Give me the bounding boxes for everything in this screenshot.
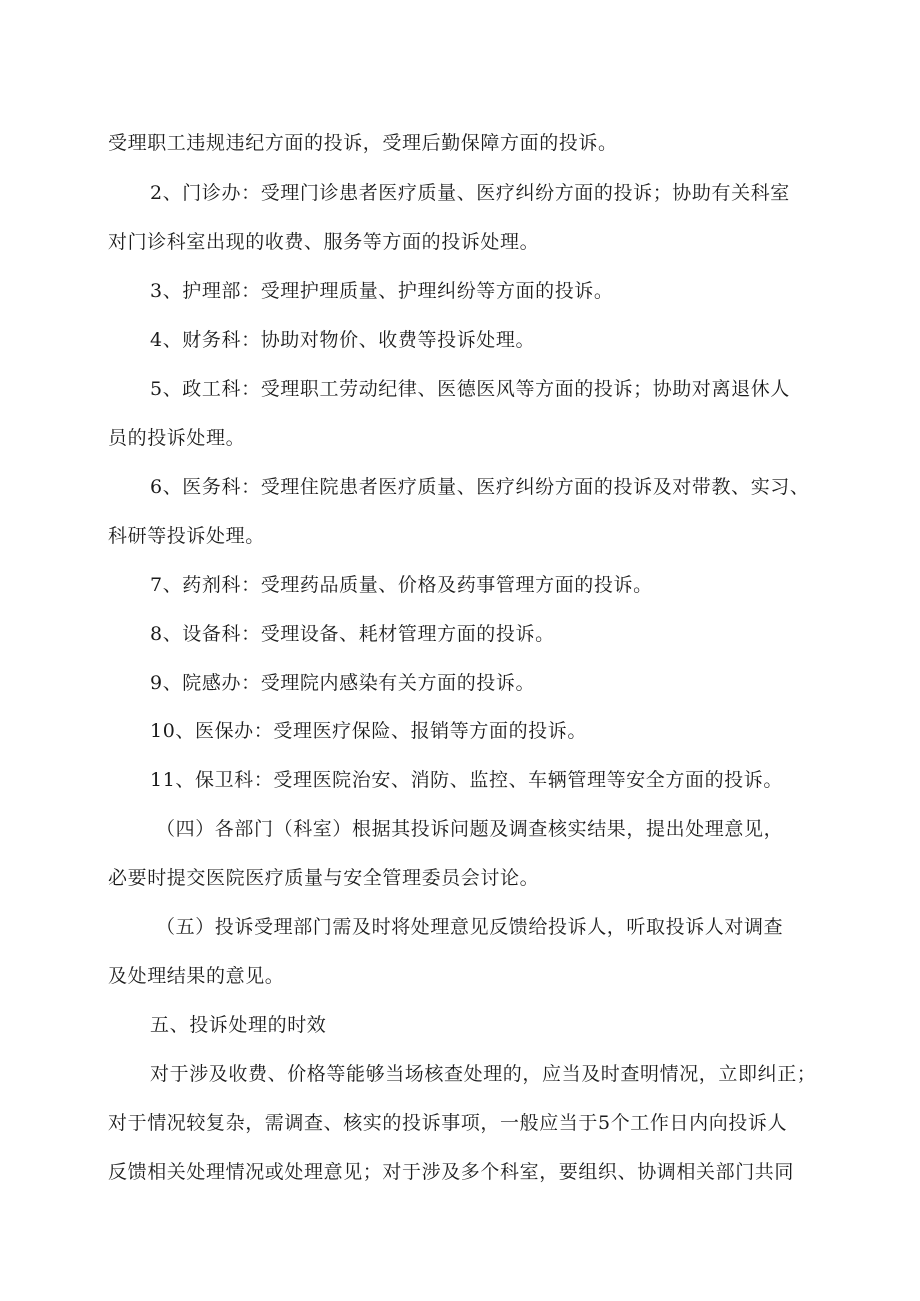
text-line: 6、医务科：受理住院患者医疗质量、医疗纠纷方面的投诉及对带教、实习、 xyxy=(150,476,810,498)
text-line: 受理职工违规违纪方面的投诉，受理后勤保障方面的投诉。 xyxy=(108,132,618,154)
text-line: 科研等投诉处理。 xyxy=(108,525,265,547)
text-line: 10、医保办：受理医疗保险、报销等方面的投诉。 xyxy=(150,720,587,742)
text-line: 及处理结果的意见。 xyxy=(108,965,285,987)
text-line: 3、护理部：受理护理质量、护理纠纷等方面的投诉。 xyxy=(150,280,614,302)
text-line: 必要时提交医院医疗质量与安全管理委员会讨论。 xyxy=(108,867,540,889)
text-line: 11、保卫科：受理医院治安、消防、监控、车辆管理等安全方面的投诉。 xyxy=(150,769,783,791)
text-line: 2、门诊办：受理门诊患者医疗质量、医疗纠纷方面的投诉；协助有关科室 xyxy=(150,182,790,204)
text-line: 5、政工科：受理职工劳动纪律、医德医风等方面的投诉；协助对离退休人 xyxy=(150,378,790,400)
text-line: 7、药剂科：受理药品质量、价格及药事管理方面的投诉。 xyxy=(150,574,653,596)
text-line: 4、财务科：协助对物价、收费等投诉处理。 xyxy=(150,329,536,351)
text-line: 反馈相关处理情况或处理意见；对于涉及多个科室，要组织、协调相关部门共同 xyxy=(108,1161,795,1183)
text-line: （五）投诉受理部门需及时将处理意见反馈给投诉人，听取投诉人对调查 xyxy=(156,916,784,938)
text-line: 对于涉及收费、价格等能够当场核查处理的，应当及时查明情况，立即纠正； xyxy=(150,1063,817,1085)
text-line: 员的投诉处理。 xyxy=(108,427,246,449)
text-line: 对门诊科室出现的收费、服务等方面的投诉处理。 xyxy=(108,231,540,253)
text-line: 9、院感办：受理院内感染有关方面的投诉。 xyxy=(150,672,536,694)
text-line: （四）各部门（科室）根据其投诉问题及调查核实结果，提出处理意见， xyxy=(156,818,784,840)
text-line: 8、设备科：受理设备、耗材管理方面的投诉。 xyxy=(150,623,555,645)
text-line: 对于情况较复杂，需调查、核实的投诉事项，一般应当于5个工作日内向投诉人 xyxy=(108,1112,788,1134)
section-heading: 五、投诉处理的时效 xyxy=(150,1014,327,1036)
